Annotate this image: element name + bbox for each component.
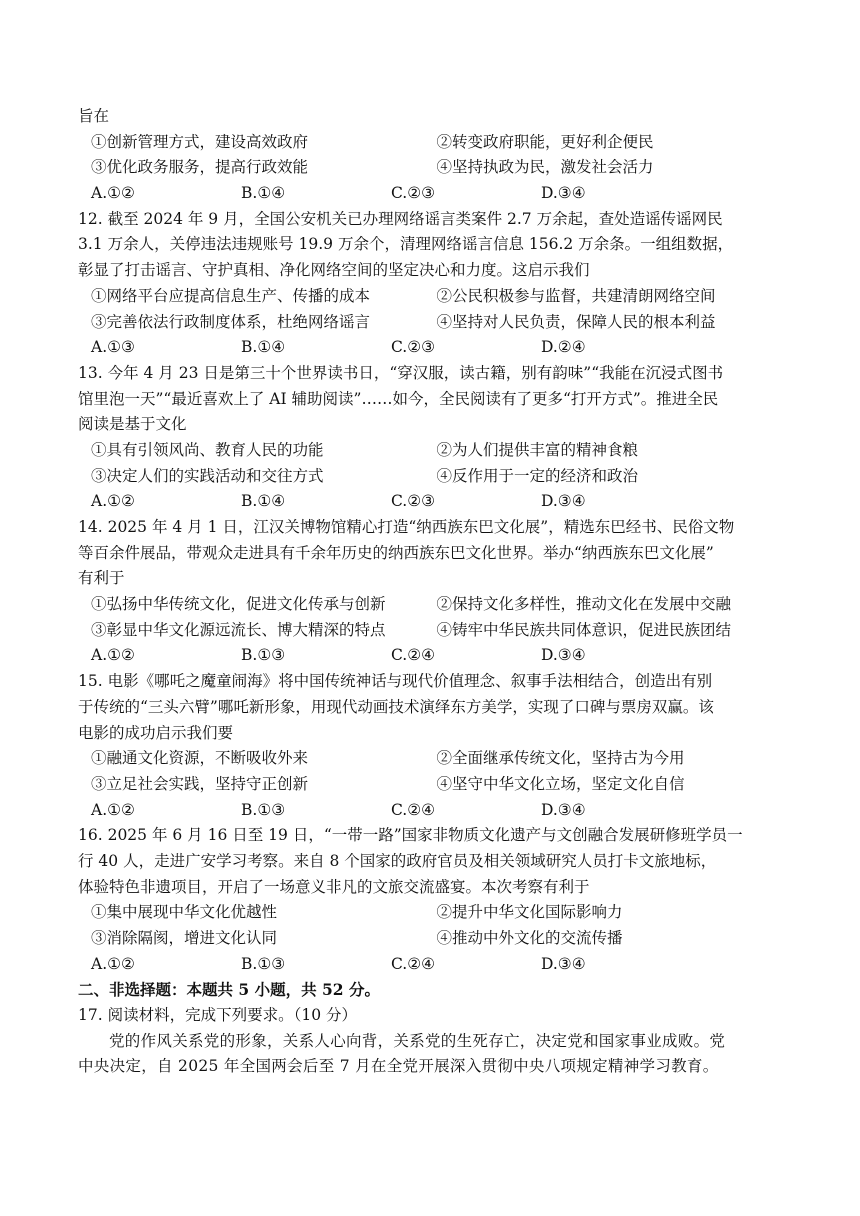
option-3: ③彰显中华文化源远流长、博大精深的特点 <box>91 620 386 639</box>
choice-b: B.①③ <box>241 646 286 665</box>
question-stem: 馆里泡一天”“最近喜欢上了 AI 辅助阅读”……如今，全民阅读有了更多“打开方式”。推进全民 <box>78 389 719 408</box>
option-2: ②全面继承传统文化，坚持古为今用 <box>436 749 685 768</box>
question-stem: 有利于 <box>78 569 125 588</box>
choice-b: B.①③ <box>241 954 286 973</box>
question-17-material: 中央决定，自 2025 年全国两会后至 7 月在全党开展深入贯彻中央八项规定精神学习教育。 <box>78 1057 719 1076</box>
option-2: ②转变政府职能，更好利企便民 <box>436 132 654 151</box>
choice-c: C.②④ <box>391 800 436 819</box>
exam-page <box>78 104 782 1080</box>
option-4: ④推动中外文化的交流传播 <box>436 929 623 947</box>
option-row <box>78 130 782 156</box>
question-13 <box>78 361 782 515</box>
question-stem-fragment: 旨在 <box>78 107 110 125</box>
question-stem: 14. 2025 年 4 月 1 日，江汉关博物馆精心打造“纳西族东巴文化展”，精选东巴经书、民俗文物 <box>78 518 735 536</box>
choice-d: D.③④ <box>541 954 586 973</box>
question-12 <box>78 207 782 361</box>
choice-b: B.①④ <box>241 184 286 203</box>
choice-c: C.②④ <box>391 954 436 973</box>
option-4: ④铸牢中华民族共同体意识，促进民族团结 <box>436 620 732 639</box>
question-stem: 阅读是基于文化 <box>78 415 187 434</box>
choice-b: B.①④ <box>241 338 286 357</box>
option-1: ①网络平台应提高信息生产、传播的成本 <box>91 286 371 305</box>
answer-choices <box>78 952 782 978</box>
question-stem: 15. 电影《哪吒之魔童闹海》将中国传统神话与现代价值理念、叙事手法相结合，创造出有别 <box>78 672 713 691</box>
question-stem: 于传统的“三头六臂”哪吒新形象，用现代动画技术演绎东方美学，实现了口碑与票房双赢。该 <box>78 697 714 716</box>
choice-b: B.①③ <box>241 800 286 819</box>
answer-choices <box>78 643 782 669</box>
question-stem: 等百余件展品，带观众走进具有千余年历史的纳西族东巴文化世界。举办“纳西族东巴文化展” <box>78 543 714 562</box>
choice-c: C.②③ <box>391 338 436 357</box>
option-3: ③立足社会实践，坚持守正创新 <box>91 774 309 793</box>
question-17-material: 党的作风关系党的形象，关系人心向背，关系党的生死存亡，决定党和国家事业成败。党 <box>109 1031 726 1050</box>
section-heading: 二、非选择题：本题共 5 小题，共 52 分。 <box>78 980 380 1000</box>
choice-b: B.①④ <box>241 492 286 511</box>
option-row <box>78 155 782 181</box>
choice-c: C.②③ <box>391 184 436 203</box>
option-2: ②提升中华文化国际影响力 <box>436 903 623 922</box>
option-row <box>78 900 782 926</box>
choice-d: D.②④ <box>541 338 586 357</box>
choice-a: A.①② <box>91 954 135 973</box>
question-15 <box>78 669 782 823</box>
option-2: ②为人们提供丰富的精神食粮 <box>436 440 639 459</box>
option-1: ①集中展现中华文化优越性 <box>91 903 278 922</box>
question-stem: 彰显了打击谣言、守护真相、净化网络空间的坚定决心和力度。这启示我们 <box>78 261 590 280</box>
option-3: ③优化政务服务，提高行政效能 <box>91 158 309 177</box>
choice-a: A.①② <box>91 646 135 665</box>
option-4: ④反作用于一定的经济和政治 <box>436 466 639 485</box>
question-14 <box>78 515 782 669</box>
question-stem: 13. 今年 4 月 23 日是第三十个世界读书日，“穿汉服，读古籍，别有韵味”“我能在沉浸式图书 <box>78 363 724 382</box>
choice-d: D.③④ <box>541 184 586 203</box>
answer-choices <box>78 335 782 361</box>
choice-d: D.③④ <box>541 646 586 665</box>
choice-a: A.①② <box>91 184 135 203</box>
option-2: ②公民积极参与监督，共建清朗网络空间 <box>436 286 716 305</box>
option-row <box>78 592 782 618</box>
option-1: ①弘扬中华传统文化，促进文化传承与创新 <box>91 595 386 614</box>
option-4: ④坚持对人民负责，保障人民的根本利益 <box>436 312 716 331</box>
option-row <box>78 746 782 772</box>
option-3: ③决定人们的实践活动和交往方式 <box>91 466 324 485</box>
option-row <box>78 464 782 490</box>
option-row <box>78 310 782 336</box>
choice-a: A.①② <box>91 492 135 511</box>
question-stem: 16. 2025 年 6 月 16 日至 19 日，“一带一路”国家非物质文化遗产与文创融合发展研修班学员一 <box>78 826 743 845</box>
option-2: ②保持文化多样性，推动文化在发展中交融 <box>436 595 732 614</box>
question-stem: 3.1 万余人，关停违法违规账号 19.9 万余个，清理网络谣言信息 156.2 万余条。一组组数据， <box>78 235 734 254</box>
choice-a: A.①② <box>91 800 135 819</box>
option-1: ①具有引领风尚、教育人民的功能 <box>91 440 324 459</box>
option-3: ③完善依法行政制度体系，杜绝网络谣言 <box>91 312 371 331</box>
choice-d: D.③④ <box>541 492 586 511</box>
choice-c: C.②③ <box>391 492 436 511</box>
answer-choices <box>78 489 782 515</box>
question-16 <box>78 823 782 977</box>
question-stem: 电影的成功启示我们要 <box>78 723 234 742</box>
answer-choices <box>78 798 782 824</box>
choice-d: D.③④ <box>541 800 586 819</box>
answer-choices <box>78 181 782 207</box>
option-1: ①融通文化资源，不断吸收外来 <box>91 749 309 768</box>
question-stem: 12. 截至 2024 年 9 月，全国公安机关已办理网络谣言类案件 2.7 万余起，查处造谣传谣网民 <box>78 209 723 228</box>
question-17-intro: 17. 阅读材料，完成下列要求。（10 分） <box>78 1006 357 1025</box>
question-stem: 体验特色非遗项目，开启了一场意义非凡的文旅交流盛宴。本次考察有利于 <box>78 877 590 896</box>
option-3: ③消除隔阂，增进文化认同 <box>91 929 278 947</box>
option-4: ④坚持执政为民，激发社会活力 <box>436 158 654 177</box>
option-4: ④坚守中华文化立场，坚定文化自信 <box>436 774 685 793</box>
option-row <box>78 284 782 310</box>
question-stem: 行 40 人，走进广安学习考察。来自 8 个国家的政府官员及相关领域研究人员打卡文旅地标， <box>78 851 717 870</box>
option-row <box>78 618 782 644</box>
option-row <box>78 438 782 464</box>
option-row <box>78 772 782 798</box>
option-1: ①创新管理方式，建设高效政府 <box>91 132 309 151</box>
choice-a: A.①③ <box>91 338 135 357</box>
option-row <box>78 926 782 952</box>
choice-c: C.②④ <box>391 646 436 665</box>
